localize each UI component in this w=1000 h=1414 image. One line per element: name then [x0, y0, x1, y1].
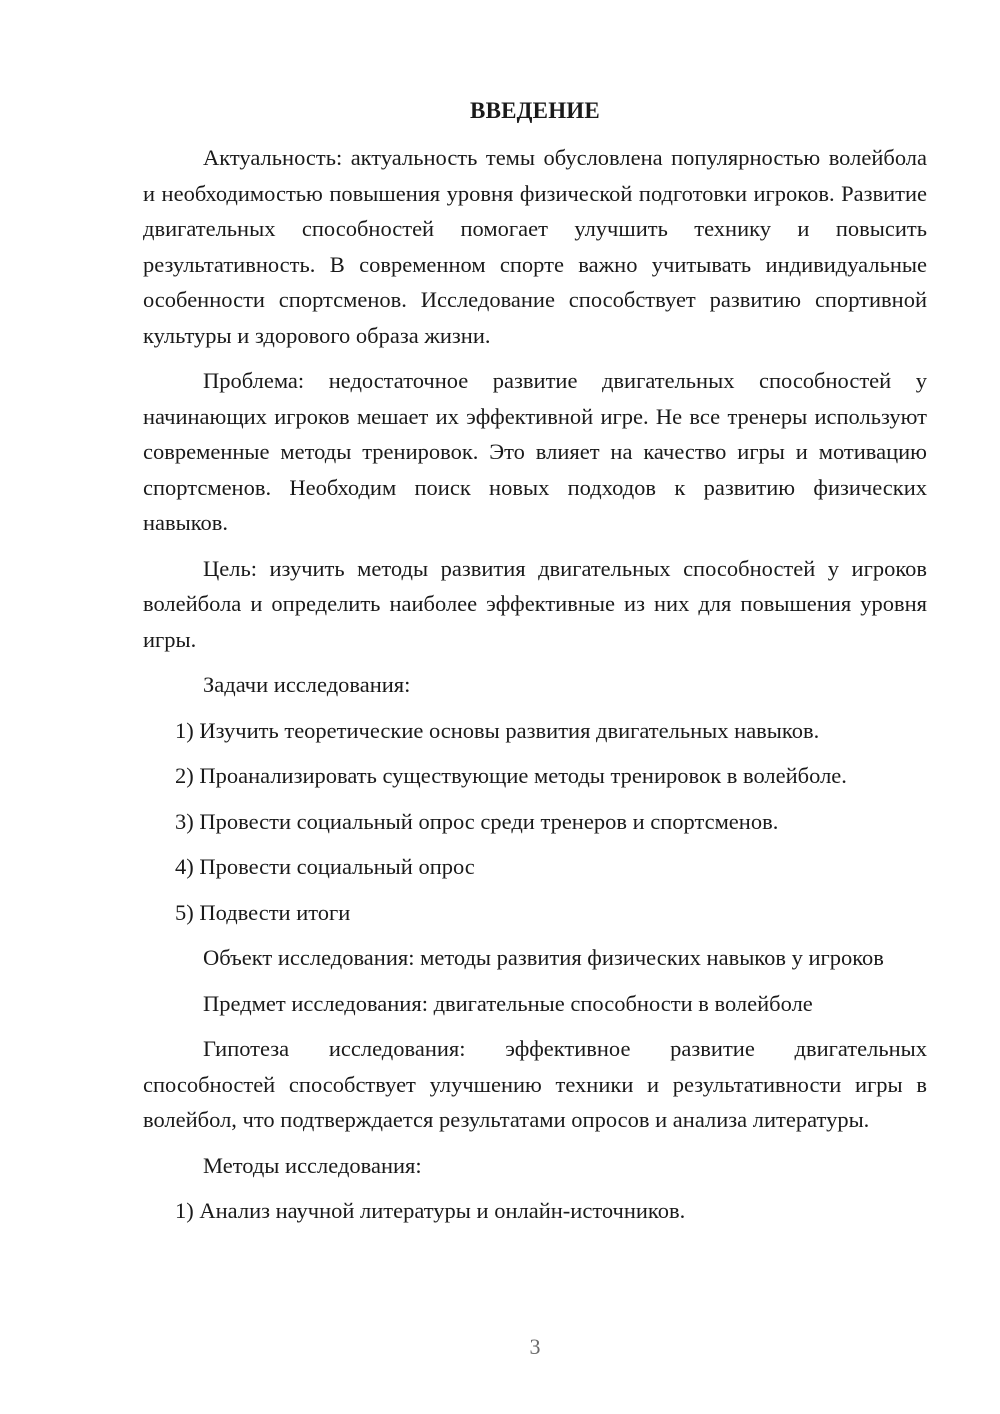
methods-heading: Методы исследования:: [203, 1152, 422, 1178]
hypothesis-paragraph: Гипотеза исследования: эффективное развитие двигательных способностей способствует улучшению техники и результативности игры в волейбол, что подтверждается результатами опросов и анализа литературы.: [143, 1036, 927, 1132]
task-item: 2) Проанализировать существующие методы тренировок в волейболе.: [175, 763, 847, 788]
task-item: 5) Подвести итоги: [175, 899, 351, 925]
object-paragraph: Объект исследования: методы развития физических навыков у игроков: [203, 945, 884, 970]
task-item: 3) Провести социальный опрос среди тренеров и спортсменов.: [175, 808, 779, 834]
page-title: ВВЕДЕНИЕ: [470, 98, 600, 123]
goal-paragraph: Цель: изучить методы развития двигательных способностей у игроков волейбола и определить наиболее эффективные из них для повышения уровня игры.: [143, 555, 927, 652]
relevance-paragraph: Актуальность: актуальность темы обусловлена популярностью волейбола и необходимостью повышения уровня физической подготовки игроков. Развитие двигательных способностей помогает улучшить технику и повысить результативность. В современном спорте важно учитывать индивидуальные особенности спортсменов. Исследование способствует развитию спортивной культуры и здорового образа жизни.: [143, 145, 927, 348]
task-item: 4) Провести социальный опрос: [175, 854, 475, 879]
tasks-heading: Задачи исследования:: [203, 672, 411, 697]
document-page: [143, 94, 927, 1239]
method-item: 1) Анализ научной литературы и онлайн-источников.: [175, 1198, 686, 1223]
problem-paragraph: Проблема: недостаточное развитие двигательных способностей у начинающих игроков мешает их эффективной игре. Не все тренеры используют современные методы тренировок. Это влияет на качество игры и мотивацию спортсменов. Необходим поиск новых подходов к развитию физических навыков.: [143, 368, 927, 535]
task-item: 1) Изучить теоретические основы развития двигательных навыков.: [175, 717, 820, 743]
page-number: 3: [529, 1334, 541, 1359]
subject-paragraph: Предмет исследования: двигательные способности в волейболе: [203, 990, 813, 1016]
